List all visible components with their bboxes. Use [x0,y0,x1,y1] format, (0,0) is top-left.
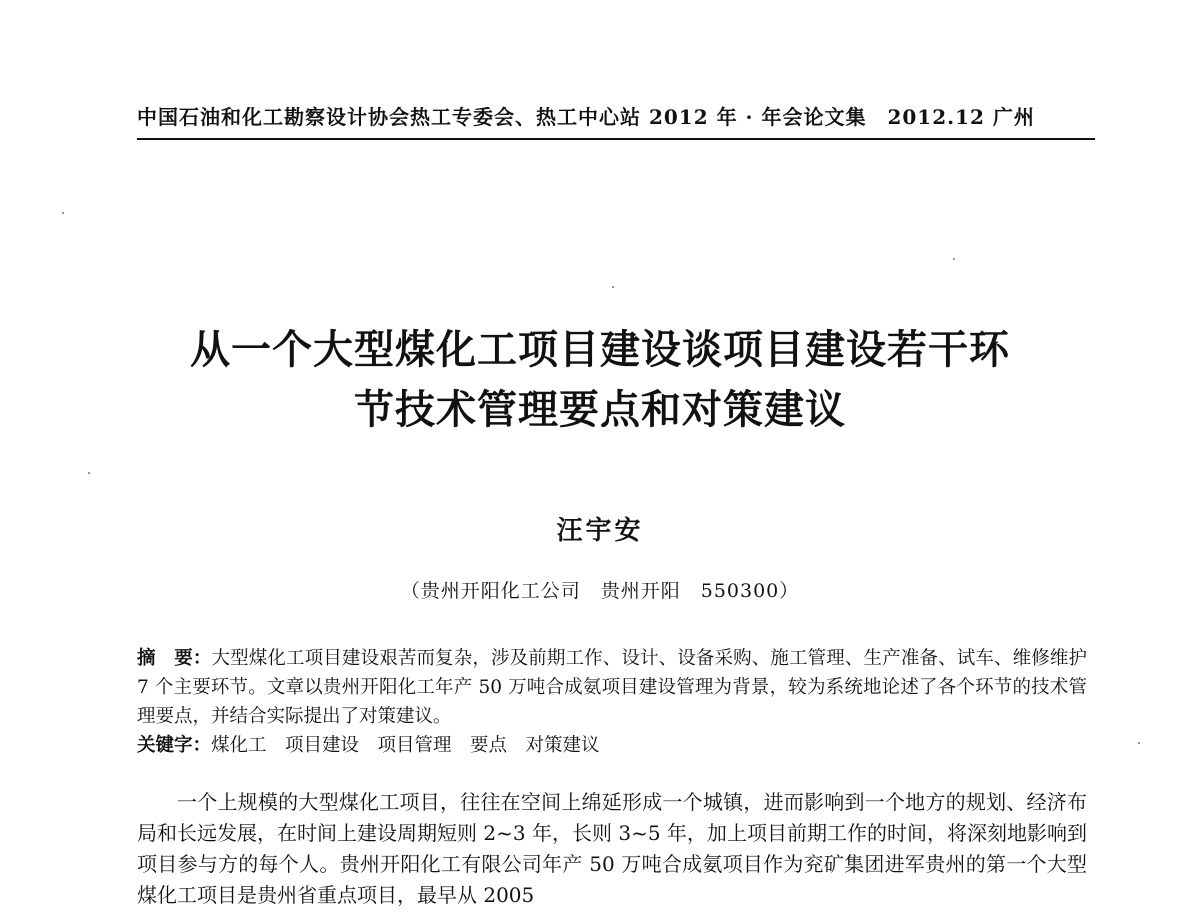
paper-title-line-2: 节技术管理要点和对策建议 [354,387,846,433]
keywords [137,731,1087,760]
paper-title [100,320,1100,440]
scan-speck [953,258,955,260]
keywords-label: 关键字： [137,735,212,756]
scan-speck [62,212,64,214]
author-name: 汪宇安 [556,516,644,546]
abstract [137,644,1087,731]
abstract-text: 大型煤化工项目建设艰苦而复杂，涉及前期工作、设计、设备采购、施工管理、生产准备、试车、维修维护 7 个主要环节。文章以贵州开阳化工年产 50 万吨合成氨项目建设管理为背景，较为系统地论述了各个环节的技术管理要点，并结合实际提出了对策建议。 [137,648,1087,727]
scan-speck [88,472,90,474]
header-rule [137,138,1095,140]
abstract-label: 摘 要： [137,648,212,669]
running-header: 中国石油和化工勘察设计协会热工专委会、热工中心站 2012 年 · 年会论文集 2012.12 广州 [137,105,1035,129]
scan-speck [1138,742,1140,744]
paper-title-line-1: 从一个大型煤化工项目建设谈项目建设若干环 [190,327,1010,373]
keywords-text: 煤化工 项目建设 项目管理 要点 对策建议 [211,735,600,756]
scan-speck [612,286,614,288]
author-affiliation: （贵州开阳化工公司 贵州开阳 550300） [400,580,800,602]
body-paragraph: 一个上规模的大型煤化工项目，往往在空间上绵延形成一个城镇，进而影响到一个地方的规划、经济布局和长远发展，在时间上建设周期短则 2~3 年，长则 3~5 年，加上项目前期工作的时间，将深刻地影响到项目参与方的每个人。贵州开阳化工有限公司年产 50 万吨合成氨项目作为兖矿集团进军贵州的第一个大型煤化工项目是贵州省重点项目，最早从 2005 [137,790,1087,907]
